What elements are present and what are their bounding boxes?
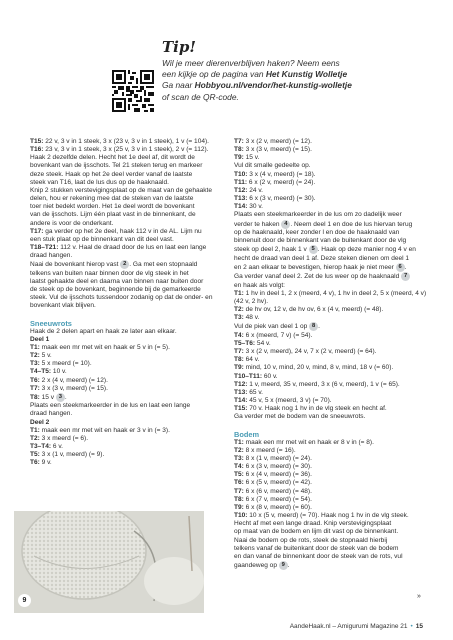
row-label: T3: xyxy=(234,454,244,462)
row-label: T4: xyxy=(234,331,244,339)
join-line-a: Plaats een steekmarkeerder in de lus om zo dadelijk weer xyxy=(234,211,402,219)
deel-2-rows-b xyxy=(234,171,432,212)
text-line: toer niet bedekt worden. Het 1e deel wordt de bovenkant xyxy=(30,203,195,211)
row-text: mind, 10 v, mind, 20 v, mind, 8 v, mind, 18 v (= 60). xyxy=(243,364,394,372)
row-text: 64 v. xyxy=(243,356,260,364)
deel-1-rows xyxy=(30,344,228,393)
row-label: T5: xyxy=(30,451,40,459)
row-label: T12: xyxy=(234,186,248,194)
row-text: 6 x (4 v, meerd) (= 36). xyxy=(243,471,312,479)
text-line: Plaats een steekmarkeerder in de lus en laat een lange xyxy=(30,402,191,410)
fill-peak xyxy=(234,322,432,331)
pattern-row xyxy=(234,463,432,471)
pattern-row xyxy=(234,340,432,348)
text: steek op deel 2, haak 1 v xyxy=(234,246,309,254)
row-label: T11: xyxy=(234,178,248,186)
text-line: laatst gehaakte deel en daarna van binnen naar buiten door xyxy=(30,277,204,285)
pattern-row xyxy=(234,187,432,195)
row-text: 6 x (5 v, meerd) (= 42). xyxy=(243,479,312,487)
row-text: ga verder op het 2e deel, haak 112 v in de AL. Lijm nu xyxy=(43,227,202,235)
tip-vendor-link[interactable]: Hobbyou.nl/vendor/het-kunstig-wolletje xyxy=(194,80,352,91)
row-label: T10–T11: xyxy=(234,372,263,380)
row-label: T3: xyxy=(234,314,244,322)
row-text: 3 x meerd (= 6). xyxy=(39,434,89,442)
tip-line-2-text: een kijkje op de pagina van xyxy=(162,69,266,80)
row-label: T6: xyxy=(234,479,244,487)
row-text: 70 v. Haak nog 1 hv in de vlg steek en hecht af. xyxy=(247,405,387,413)
text: . Neem deel 1 en doe de lus hiervan terug xyxy=(290,220,413,228)
text-line: draad hangen. xyxy=(30,410,73,418)
text-line: delen, hou er rekening mee dat de steken van de laatste xyxy=(30,195,194,203)
tip-vendor-name: Het Kunstig Wolletje xyxy=(265,69,348,80)
pattern-row xyxy=(30,368,228,376)
row-text: 48 v. xyxy=(243,314,260,322)
pattern-row xyxy=(30,459,228,467)
text-line: steek. Vul de ijsschots tussendoor zodanig op dat de onder- en xyxy=(30,294,213,302)
pattern-row xyxy=(30,435,228,443)
row-label: T8: xyxy=(30,394,40,402)
row-text: 10 x (5 v, meerd) (= 70). Haak nog 1 hv in de vlg steek. xyxy=(247,512,409,520)
join-line-i: en haak als volgt: xyxy=(234,281,285,289)
text: . xyxy=(404,264,407,272)
row-text: maak een mr met wit en haak er 3 v in (= 3). xyxy=(39,426,170,434)
pattern-row xyxy=(30,360,228,368)
continue-note: Ga verder met de bodem van de sneeuwrots. xyxy=(234,413,366,421)
row-text: 3 x (1 v, meerd) (= 9). xyxy=(39,451,105,459)
page-footer xyxy=(290,623,423,630)
paragraph-sew-cont xyxy=(30,270,228,311)
pattern-row xyxy=(234,447,432,455)
row-text: 3 x (2 v, meerd) (= 12). xyxy=(243,138,312,145)
pattern-row xyxy=(30,344,228,352)
row-t8 xyxy=(30,393,228,402)
row-label: T14: xyxy=(234,397,248,405)
row-label: T5: xyxy=(234,471,244,479)
text: gaandeweg op xyxy=(234,562,279,570)
row-label: T16: xyxy=(30,146,44,154)
snow-intro: Haak de 2 delen apart en haak ze later aan elkaar. xyxy=(30,327,177,335)
text-line: steek van T16, laat de lus dus op de haaknaald. xyxy=(30,178,169,186)
row-t3 xyxy=(234,314,432,322)
row-label: T10: xyxy=(234,512,248,520)
row-text: 8 x meerd (= 16). xyxy=(243,446,296,454)
pattern-row xyxy=(30,385,228,393)
join-line-f: hecht de draad van deel 1 af. Deze steken dienen om deel 1 xyxy=(234,254,410,262)
pattern-row xyxy=(234,179,432,187)
row-text: 15 v. xyxy=(243,154,260,162)
pattern-row xyxy=(234,471,432,479)
pattern-row xyxy=(30,427,228,435)
paragraph-bottom-last xyxy=(234,561,432,570)
tip-line-1: Wil je meer dierenverblijven haken? Neem eens xyxy=(162,58,340,68)
row-label: T15: xyxy=(234,405,248,413)
text-line: en dan vanaf de binnenkant door de steek van de rots, vul xyxy=(234,552,403,560)
page-number: 15 xyxy=(415,623,423,630)
pattern-row xyxy=(234,439,432,447)
text-line: bovenkant vlak blijven. xyxy=(30,302,96,310)
fill-note: Vul dit smalle gedeelte op. xyxy=(234,162,311,170)
row-t17 xyxy=(30,228,228,236)
pattern-row xyxy=(234,146,432,154)
bodem-rows xyxy=(234,439,432,512)
row-text: 6 x (7 v, meerd) (= 54). xyxy=(243,495,312,503)
row-text: 6 x (6 v, meerd) (= 48). xyxy=(243,487,312,495)
text-line: bovenkant van de ijsschots. Tel 21 steken terug en markeer xyxy=(30,162,203,170)
pattern-row xyxy=(234,405,432,413)
row-text: 5 v. xyxy=(39,352,52,360)
row-t15 xyxy=(30,138,228,146)
row-text: maak een mr met wit en haak er 8 v in (= 8). xyxy=(243,438,374,446)
tip-line-2 xyxy=(162,69,417,80)
step-badge-2: 2 xyxy=(120,260,129,269)
row-label: T4: xyxy=(234,463,244,471)
text: . xyxy=(318,323,320,331)
row-label: T2: xyxy=(30,352,40,360)
pattern-row xyxy=(30,443,228,451)
row-text: 2 x (4 v, meerd) (= 12). xyxy=(39,376,108,384)
rock-rows xyxy=(234,332,432,414)
row-text: 6 x (3 v, meerd) (= 30). xyxy=(247,195,316,203)
pattern-row xyxy=(234,397,432,405)
row-label: T14: xyxy=(234,203,248,211)
row-text: 1 hv in deel 1, 2 x (meerd, 4 v), 1 hv in deel 2, 5 x (meerd, 4 v) xyxy=(243,289,427,297)
row-label: T3: xyxy=(30,360,40,368)
row-t16 xyxy=(30,146,228,154)
join-line-c: op de haaknaald, keer zonder l en doe de haaknaald van xyxy=(234,228,400,236)
row-label: T1: xyxy=(234,289,244,297)
crochet-photo xyxy=(14,511,204,613)
row-label: T7: xyxy=(30,384,40,392)
row-text: 3 x (4 v, meerd) (= 18). xyxy=(247,170,316,178)
row-text: 30 v. xyxy=(247,203,263,211)
tip-line-3 xyxy=(162,80,417,91)
row-label: T8: xyxy=(234,495,244,503)
tip-line-3-text: Ga naar xyxy=(162,80,195,91)
right-column xyxy=(234,138,432,570)
row-label: T6: xyxy=(30,376,40,384)
row-label: T13: xyxy=(234,195,248,203)
row-text: 1 v, meerd, 35 v, meerd, 3 x (6 v, meerd), 1 v (= 65). xyxy=(247,380,400,388)
deel-2-rows xyxy=(30,427,228,468)
pattern-row xyxy=(234,373,432,381)
text-line: Haak 2 dezelfde delen. Hecht het 1e deel af, dit wordt de xyxy=(30,154,195,162)
row-label: T8: xyxy=(234,146,244,154)
pattern-row xyxy=(234,195,432,203)
row-label: T7: xyxy=(234,487,244,495)
step-badge-4: 4 xyxy=(281,220,290,229)
row-text: 6 v. xyxy=(51,443,63,451)
text: . xyxy=(287,562,290,570)
row-text: 6 x (3 v, meerd) (= 30). xyxy=(243,463,312,471)
deel-2-rows-cont xyxy=(234,138,432,162)
join-line-d: binnenuit door de binnenkant van de buitenkant door de vlg xyxy=(234,237,407,245)
continue-arrow-icon: » xyxy=(417,593,421,600)
row-label: T1: xyxy=(234,438,244,446)
text-line: telkens vanaf de buitenkant door de steek van de bodem xyxy=(234,544,399,552)
pattern-row xyxy=(234,504,432,512)
subheading-deel-1: Deel 1 xyxy=(30,335,50,343)
row-text: 24 v. xyxy=(247,186,263,194)
row-t1 xyxy=(234,290,432,298)
join-line-h xyxy=(234,272,432,281)
row-label: T15: xyxy=(30,138,44,145)
join-line-b xyxy=(234,220,432,229)
pattern-row xyxy=(234,348,432,356)
text-line: op maat van de bodem en lijm dit vast op de binnenkant. xyxy=(234,528,399,536)
row-t2 xyxy=(234,306,432,314)
row-text: 6 x (meerd, 7 v) (= 54). xyxy=(243,331,313,339)
pattern-row xyxy=(30,352,228,360)
pattern-row xyxy=(234,138,432,146)
row-label: T6: xyxy=(30,459,40,467)
row-t1-cont: (42 v, 2 hv). xyxy=(234,297,269,305)
pattern-row xyxy=(30,377,228,385)
pattern-row xyxy=(234,332,432,340)
row-label: T7: xyxy=(234,138,244,145)
pattern-row xyxy=(30,451,228,459)
row-text: 45 v, 5 x (meerd, 3 v) (= 70). xyxy=(247,397,332,405)
text-line: van de ijsschots. Lijm één plaat vast in de binnenkant, de xyxy=(30,211,196,219)
text-line: de steek op de bovenkant, beginnende bij de gemarkeerde xyxy=(30,286,201,294)
pattern-row xyxy=(234,381,432,389)
join-line-g xyxy=(234,263,432,272)
footer-publication: AandeHaak.nl – Amigurumi Magazine 21 xyxy=(289,623,408,630)
pattern-row xyxy=(234,171,432,179)
tip-box xyxy=(112,38,422,148)
pattern-row xyxy=(234,154,432,162)
row-label: T9: xyxy=(234,154,244,162)
row-label: T12: xyxy=(234,380,248,388)
row-text: 8 x (1 v, meerd) (= 24). xyxy=(243,454,312,462)
row-text: 54 v. xyxy=(255,339,271,347)
row-text: 22 v, 3 v in 1 steek, 3 x (23 v, 3 v in 1 steek), 1 v (= 104). xyxy=(43,138,209,145)
row-text: 10 v. xyxy=(51,368,67,376)
pattern-row xyxy=(234,389,432,397)
row-label: T9: xyxy=(234,364,244,372)
text: Vul de piek van deel 1 op xyxy=(234,323,310,331)
pattern-row xyxy=(234,479,432,487)
pattern-row xyxy=(234,356,432,364)
row-label: T13: xyxy=(234,388,248,396)
row-label: T4–T5: xyxy=(30,368,52,376)
row-label: T3–T4: xyxy=(30,443,52,451)
text: Ga verder vanaf deel 2. Zet de lus weer op de haaknaald xyxy=(234,273,402,281)
row-label: T2: xyxy=(234,446,244,454)
row-text: 112 v. Haal de draad door de lus en laat een lange xyxy=(58,244,207,252)
row-label: T1: xyxy=(30,343,40,351)
photo-step-badge: 9 xyxy=(18,594,31,607)
row-text: maak een mr met wit en haak er 5 v in (= 5). xyxy=(39,343,170,351)
text-line: andere is voor de onderkant. xyxy=(30,219,114,227)
row-t18-cont: draad hangen. xyxy=(30,252,73,260)
row-label: T7: xyxy=(234,348,244,356)
row-label: T5–T6: xyxy=(234,339,256,347)
row-label: T8: xyxy=(234,356,244,364)
left-column xyxy=(30,138,228,468)
qr-code[interactable] xyxy=(112,70,154,112)
text: Naai de bovenkant hierop vast xyxy=(30,261,121,269)
row-text: 3 x (2 v, meerd), 24 v, 7 x (2 v, meerd) (= 64). xyxy=(243,348,377,356)
footer-dot: • xyxy=(410,623,413,630)
section-heading-sneeuwrots: Sneeuwrots xyxy=(30,318,72,328)
text-line: Knip 2 stukken verstevigingsplaat op de maat van de gehaakte xyxy=(30,186,212,194)
pattern-row xyxy=(234,488,432,496)
pattern-row xyxy=(234,364,432,372)
row-text: 60 v. xyxy=(262,372,278,380)
row-text: 6 x (2 v, meerd) (= 24). xyxy=(247,178,316,186)
text-line: Hecht af met een lange draad. Knip verstevigingsplaat xyxy=(234,520,392,528)
step-badge-7: 7 xyxy=(401,272,410,281)
paragraph-instructions xyxy=(30,154,228,227)
join-line-e xyxy=(234,245,432,254)
text: en 2 aan elkaar te bevestigen, hierop haak je niet meer xyxy=(234,264,396,272)
row-t17-cont: een stuk plaat op de binnenkant van dit deel vast. xyxy=(30,235,174,243)
text: verder te haken xyxy=(234,220,282,228)
row-text: 9 v. xyxy=(39,459,52,467)
row-label: T10: xyxy=(234,170,248,178)
tip-title: Tip! xyxy=(162,38,196,56)
text: . xyxy=(64,394,67,402)
paragraph-sew xyxy=(30,260,228,269)
row-text: de hv ov, 12 v, de hv ov, 6 x (4 v, meerd) (= 48). xyxy=(243,306,384,314)
photo-ice-floe xyxy=(14,511,204,613)
row-label: T18–T21: xyxy=(30,244,59,252)
row-label: T2: xyxy=(234,306,244,314)
row-t18 xyxy=(30,244,228,252)
section-heading-bodem: Bodem xyxy=(234,429,260,439)
row-label: T2: xyxy=(30,434,40,442)
subheading-deel-2: Deel 2 xyxy=(30,418,50,426)
text-line: Naai de bodem op de rots, steek de stopnaald hierbij xyxy=(234,536,388,544)
step-badge-3: 3 xyxy=(56,393,65,402)
pattern-row xyxy=(234,496,432,504)
row-text: 6 x (8 v, meerd) (= 60). xyxy=(243,503,312,511)
row-text: 15 v xyxy=(39,394,56,402)
step-badge-6: 6 xyxy=(396,263,405,272)
row-t10 xyxy=(234,512,432,520)
row-label: T1: xyxy=(30,426,40,434)
paragraph-bottom xyxy=(234,520,432,561)
text: . Haak op deze manier nog 4 v en xyxy=(317,246,416,254)
row-label: T9: xyxy=(234,503,244,511)
row-text: 65 v. xyxy=(247,388,263,396)
text-line: telkens van buiten naar binnen door de vlg steek in het xyxy=(30,269,189,277)
row-text: 23 v, 3 v in 1 steek, 3 x (25 v, 3 v in 1 steek), 2 v (= 112). xyxy=(43,146,209,154)
tip-line-4: of scan de QR-code. xyxy=(162,91,239,102)
step-badge-9: 9 xyxy=(279,561,288,570)
step-badge-8: 8 xyxy=(309,322,318,331)
paragraph-marker xyxy=(30,402,228,418)
row-text: 3 x (3 v, meerd) (= 15). xyxy=(243,146,312,154)
text: . Ga met een stopnaald xyxy=(129,261,198,269)
tip-text xyxy=(162,58,417,103)
text-line: deze steek. Haak op het 2e deel verder vanaf de laatste xyxy=(30,170,193,178)
row-text: 3 x (3 v, meerd) (= 15). xyxy=(39,384,108,392)
step-badge-5: 5 xyxy=(309,245,318,254)
row-text: 5 x meerd (= 10). xyxy=(39,360,92,368)
pattern-row xyxy=(234,203,432,211)
row-label: T17: xyxy=(30,227,44,235)
pattern-row xyxy=(234,455,432,463)
